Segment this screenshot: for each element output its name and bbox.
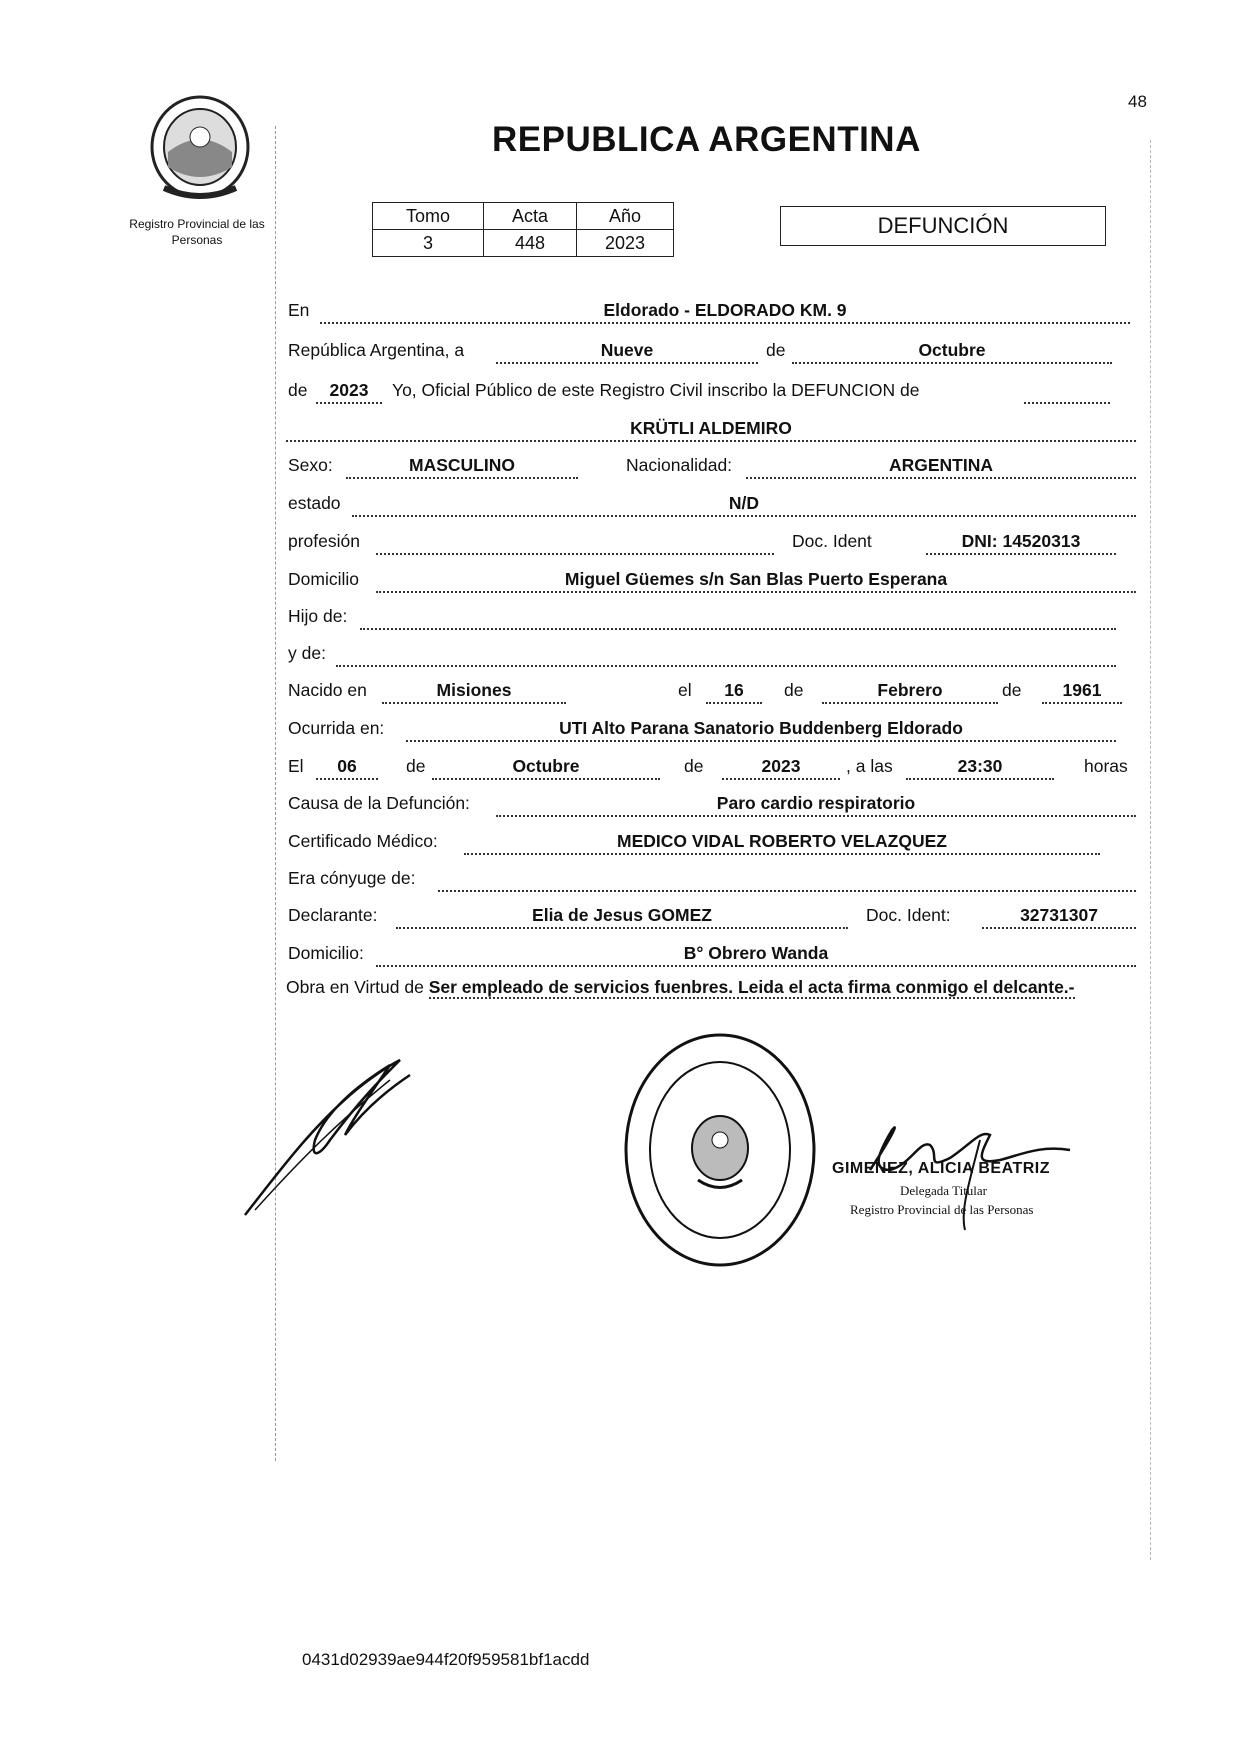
label-de-def-anio: de — [684, 756, 704, 776]
record-type-box: DEFUNCIÓN — [780, 206, 1106, 246]
value-ocurrida-en: UTI Alto Parana Sanatorio Buddenberg Eldorado — [406, 718, 1116, 742]
registry-stamp-icon — [620, 1030, 820, 1270]
value-certificado: MEDICO VIDAL ROBERTO VELAZQUEZ — [464, 831, 1100, 855]
value-declarante-domicilio: B° Obrero Wanda — [376, 943, 1136, 967]
label-de-nac-anio: de — [1002, 680, 1022, 700]
label-el-def: El — [288, 756, 304, 776]
registry-value-acta: 448 — [484, 230, 577, 257]
label-republica: República Argentina, a — [288, 340, 465, 360]
label-nacido-en: Nacido en — [288, 680, 367, 700]
value-nac-dia: 16 — [706, 680, 762, 704]
value-estado: N/D — [352, 493, 1136, 517]
registry-value-tomo: 3 — [373, 230, 484, 257]
official-role: Delegada Titular — [900, 1183, 988, 1198]
row-estado — [286, 493, 1146, 523]
label-estado: estado — [288, 493, 341, 513]
label-declarante: Declarante: — [288, 905, 378, 925]
row-fecha-acta — [286, 340, 1146, 370]
row-causa — [286, 793, 1146, 823]
value-y-de — [336, 643, 1116, 667]
label-yo-oficial: Yo, Oficial Público de este Registro Civil inscribo la DEFUNCION de — [392, 380, 920, 400]
label-ocurrida-en: Ocurrida en: — [288, 718, 385, 738]
row-anio-oficial — [286, 380, 1146, 410]
document-hash: 0431d02939ae944f20f959581bf1acdd — [302, 1650, 590, 1669]
row-declarante-domicilio — [286, 943, 1146, 973]
label-a-las: , a las — [846, 756, 893, 776]
value-nacionalidad: ARGENTINA — [746, 455, 1136, 479]
value-causa: Paro cardio respiratorio — [496, 793, 1136, 817]
registry-table — [372, 202, 674, 257]
province-seal-icon — [140, 92, 260, 202]
value-domicilio: Miguel Güemes s/n San Blas Puerto Esperana — [376, 569, 1136, 593]
label-en: En — [288, 300, 310, 320]
margin-rule-right — [1150, 140, 1151, 1560]
value-conyuge — [438, 868, 1136, 892]
value-nacido-en: Misiones — [382, 680, 566, 704]
label-obra: Obra en Virtud de — [286, 977, 424, 997]
label-domicilio-colon: Domicilio: — [288, 943, 364, 963]
value-declarante: Elia de Jesus GOMEZ — [396, 905, 848, 929]
label-sexo: Sexo: — [288, 455, 333, 475]
label-de-nac-mes: de — [784, 680, 804, 700]
row-nombre — [286, 418, 1146, 448]
value-nombre: KRÜTLI ALDEMIRO — [286, 418, 1136, 442]
obra-paragraph — [286, 975, 1146, 1000]
label-el: el — [678, 680, 692, 700]
label-de: de — [766, 340, 786, 360]
registry-header-tomo: Tomo — [373, 203, 484, 230]
value-obra: Ser empleado de servicios fuenbres. Leida el acta firma conmigo el delcante.- — [428, 977, 1075, 997]
label-domicilio: Domicilio — [288, 569, 359, 589]
official-organization: Registro Provincial de las Personas — [850, 1202, 1034, 1217]
row-certificado — [286, 831, 1146, 861]
row-conyuge — [286, 868, 1146, 898]
row-fecha-defuncion — [286, 756, 1146, 786]
label-certificado: Certificado Médico: — [288, 831, 438, 851]
declarant-signature-icon — [240, 1040, 440, 1220]
value-hora: 23:30 — [906, 756, 1054, 780]
label-de-2: de — [288, 380, 308, 400]
page-number: 48 — [1128, 92, 1147, 111]
value-anio: 2023 — [316, 380, 382, 404]
registry-header-anio: Año — [577, 203, 674, 230]
label-y-de: y de: — [288, 643, 326, 663]
value-nac-mes: Febrero — [822, 680, 998, 704]
row-domicilio — [286, 569, 1146, 599]
label-doc-ident: Doc. Ident — [792, 531, 872, 551]
label-causa: Causa de la Defunción: — [288, 793, 470, 813]
row-hijo-de — [286, 606, 1146, 636]
label-conyuge: Era cónyuge de: — [288, 868, 416, 888]
label-doc-ident-colon: Doc. Ident: — [866, 905, 951, 925]
row-lugar — [286, 300, 1146, 330]
value-dia: Nueve — [496, 340, 758, 364]
value-declarante-doc: 32731307 — [982, 905, 1136, 929]
row-sexo — [286, 455, 1146, 485]
value-dni: DNI: 14520313 — [926, 531, 1116, 555]
value-def-mes: Octubre — [432, 756, 660, 780]
row-ocurrida — [286, 718, 1146, 748]
value-def-dia: 06 — [316, 756, 378, 780]
margin-rule — [275, 126, 276, 1461]
registry-header-acta: Acta — [484, 203, 577, 230]
label-profesion: profesión — [288, 531, 360, 551]
registry-value-anio: 2023 — [577, 230, 674, 257]
value-trailing-blank — [1024, 380, 1110, 404]
value-nac-anio: 1961 — [1042, 680, 1122, 704]
label-de-def-mes: de — [406, 756, 426, 776]
organization-name: Registro Provincial de las Personas — [129, 217, 265, 247]
value-profesion — [376, 531, 774, 555]
value-lugar: Eldorado - ELDORADO KM. 9 — [320, 300, 1130, 324]
value-hijo-de — [360, 606, 1116, 630]
page-title: REPUBLICA ARGENTINA — [492, 120, 921, 159]
row-declarante — [286, 905, 1146, 935]
value-mes: Octubre — [792, 340, 1112, 364]
row-profesion — [286, 531, 1146, 561]
value-sexo: MASCULINO — [346, 455, 578, 479]
value-def-anio: 2023 — [722, 756, 840, 780]
label-horas: horas — [1084, 756, 1128, 776]
row-y-de — [286, 643, 1146, 673]
label-hijo-de: Hijo de: — [288, 606, 348, 626]
official-name: GIMENEZ, ALICIA BEATRIZ — [832, 1160, 1051, 1177]
label-nacionalidad: Nacionalidad: — [626, 455, 733, 475]
row-nacimiento — [286, 680, 1146, 710]
